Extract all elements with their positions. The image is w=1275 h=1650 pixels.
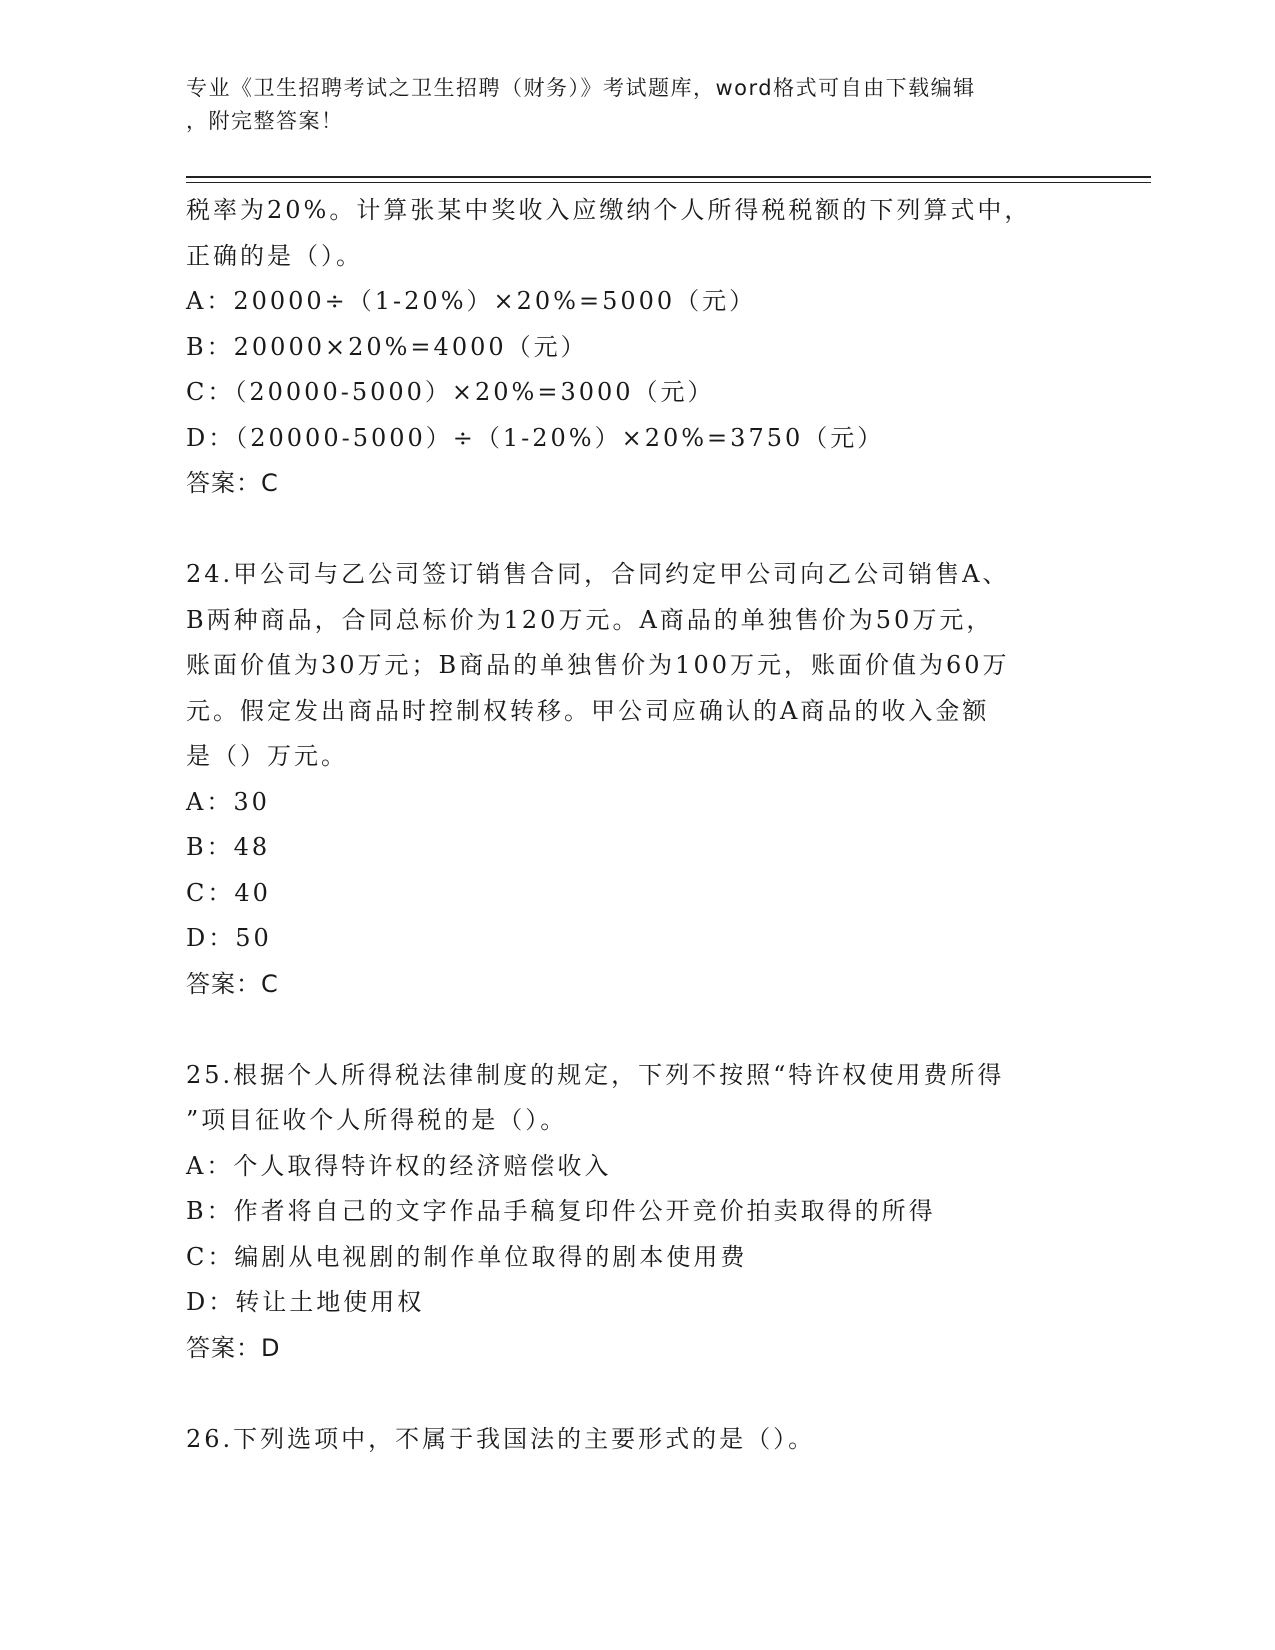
question-24 [186, 552, 1086, 1007]
header-rule-thin [186, 182, 1151, 183]
question-stem-line: 账面价值为30万元；B商品的单独售价为100万元，账面价值为60万 [186, 651, 1010, 679]
option-d: D：50 [186, 924, 272, 952]
option-d: D：转让土地使用权 [186, 1288, 425, 1316]
question-stem-line: 税率为20%。计算张某中奖收入应缴纳个人所得税税额的下列算式中， [186, 196, 1032, 224]
question-stem-line: 是（）万元。 [186, 742, 348, 770]
option-a: A：20000÷（1-20%）×20%=5000（元） [186, 287, 757, 315]
option-a: A：个人取得特许权的经济赔偿收入 [186, 1151, 612, 1180]
spacer [186, 1007, 1086, 1053]
header-rule-thick [186, 176, 1151, 178]
option-c: C：40 [186, 878, 271, 907]
option-c: C：编剧从电视剧的制作单位取得的剧本使用费 [186, 1242, 748, 1271]
question-stem-line: 正确的是（）。 [186, 241, 363, 270]
question-stem-line: 25.根据个人所得税法律制度的规定，下列不按照“特许权使用费所得 [186, 1060, 1005, 1089]
question-stem-line: B两种商品，合同总标价为120万元。A商品的单独售价为50万元， [186, 605, 994, 634]
spacer [186, 507, 1086, 553]
header-line-1: 专业《卫生招聘考试之卫生招聘（财务）》考试题库，word格式可自由下载编辑 [186, 76, 976, 100]
question-stem-line: 24.甲公司与乙公司签订销售合同，合同约定甲公司向乙公司销售A、 [186, 560, 1010, 588]
question-26 [186, 1417, 1086, 1463]
answer-line: 答案：C [186, 469, 279, 497]
question-25 [186, 1053, 1086, 1372]
question-stem-line: 26.下列选项中，不属于我国法的主要形式的是（）。 [186, 1424, 816, 1453]
answer-line: 答案：D [186, 1333, 281, 1362]
question-stem-line: 元。假定发出商品时控制权转移。甲公司应确认的A商品的收入金额 [186, 696, 990, 725]
answer-line: 答案：C [186, 969, 279, 998]
spacer [186, 1371, 1086, 1417]
document-header [186, 72, 1066, 138]
question-23 [186, 188, 1086, 507]
option-a: A：30 [186, 787, 270, 816]
option-b: B：作者将自己的文字作品手稿复印件公开竞价拍卖取得的所得 [186, 1197, 936, 1225]
option-d: D：（20000-5000）÷（1-20%）×20%=3750（元） [186, 423, 885, 452]
option-b: B：48 [186, 833, 271, 861]
option-b: B：20000×20%=4000（元） [186, 332, 588, 361]
question-body [186, 188, 1086, 1462]
header-line-2: ，附完整答案！ [186, 109, 344, 133]
option-c: C：（20000-5000）×20%=3000（元） [186, 378, 715, 406]
question-stem-line: ”项目征收个人所得税的是（）。 [186, 1106, 568, 1134]
